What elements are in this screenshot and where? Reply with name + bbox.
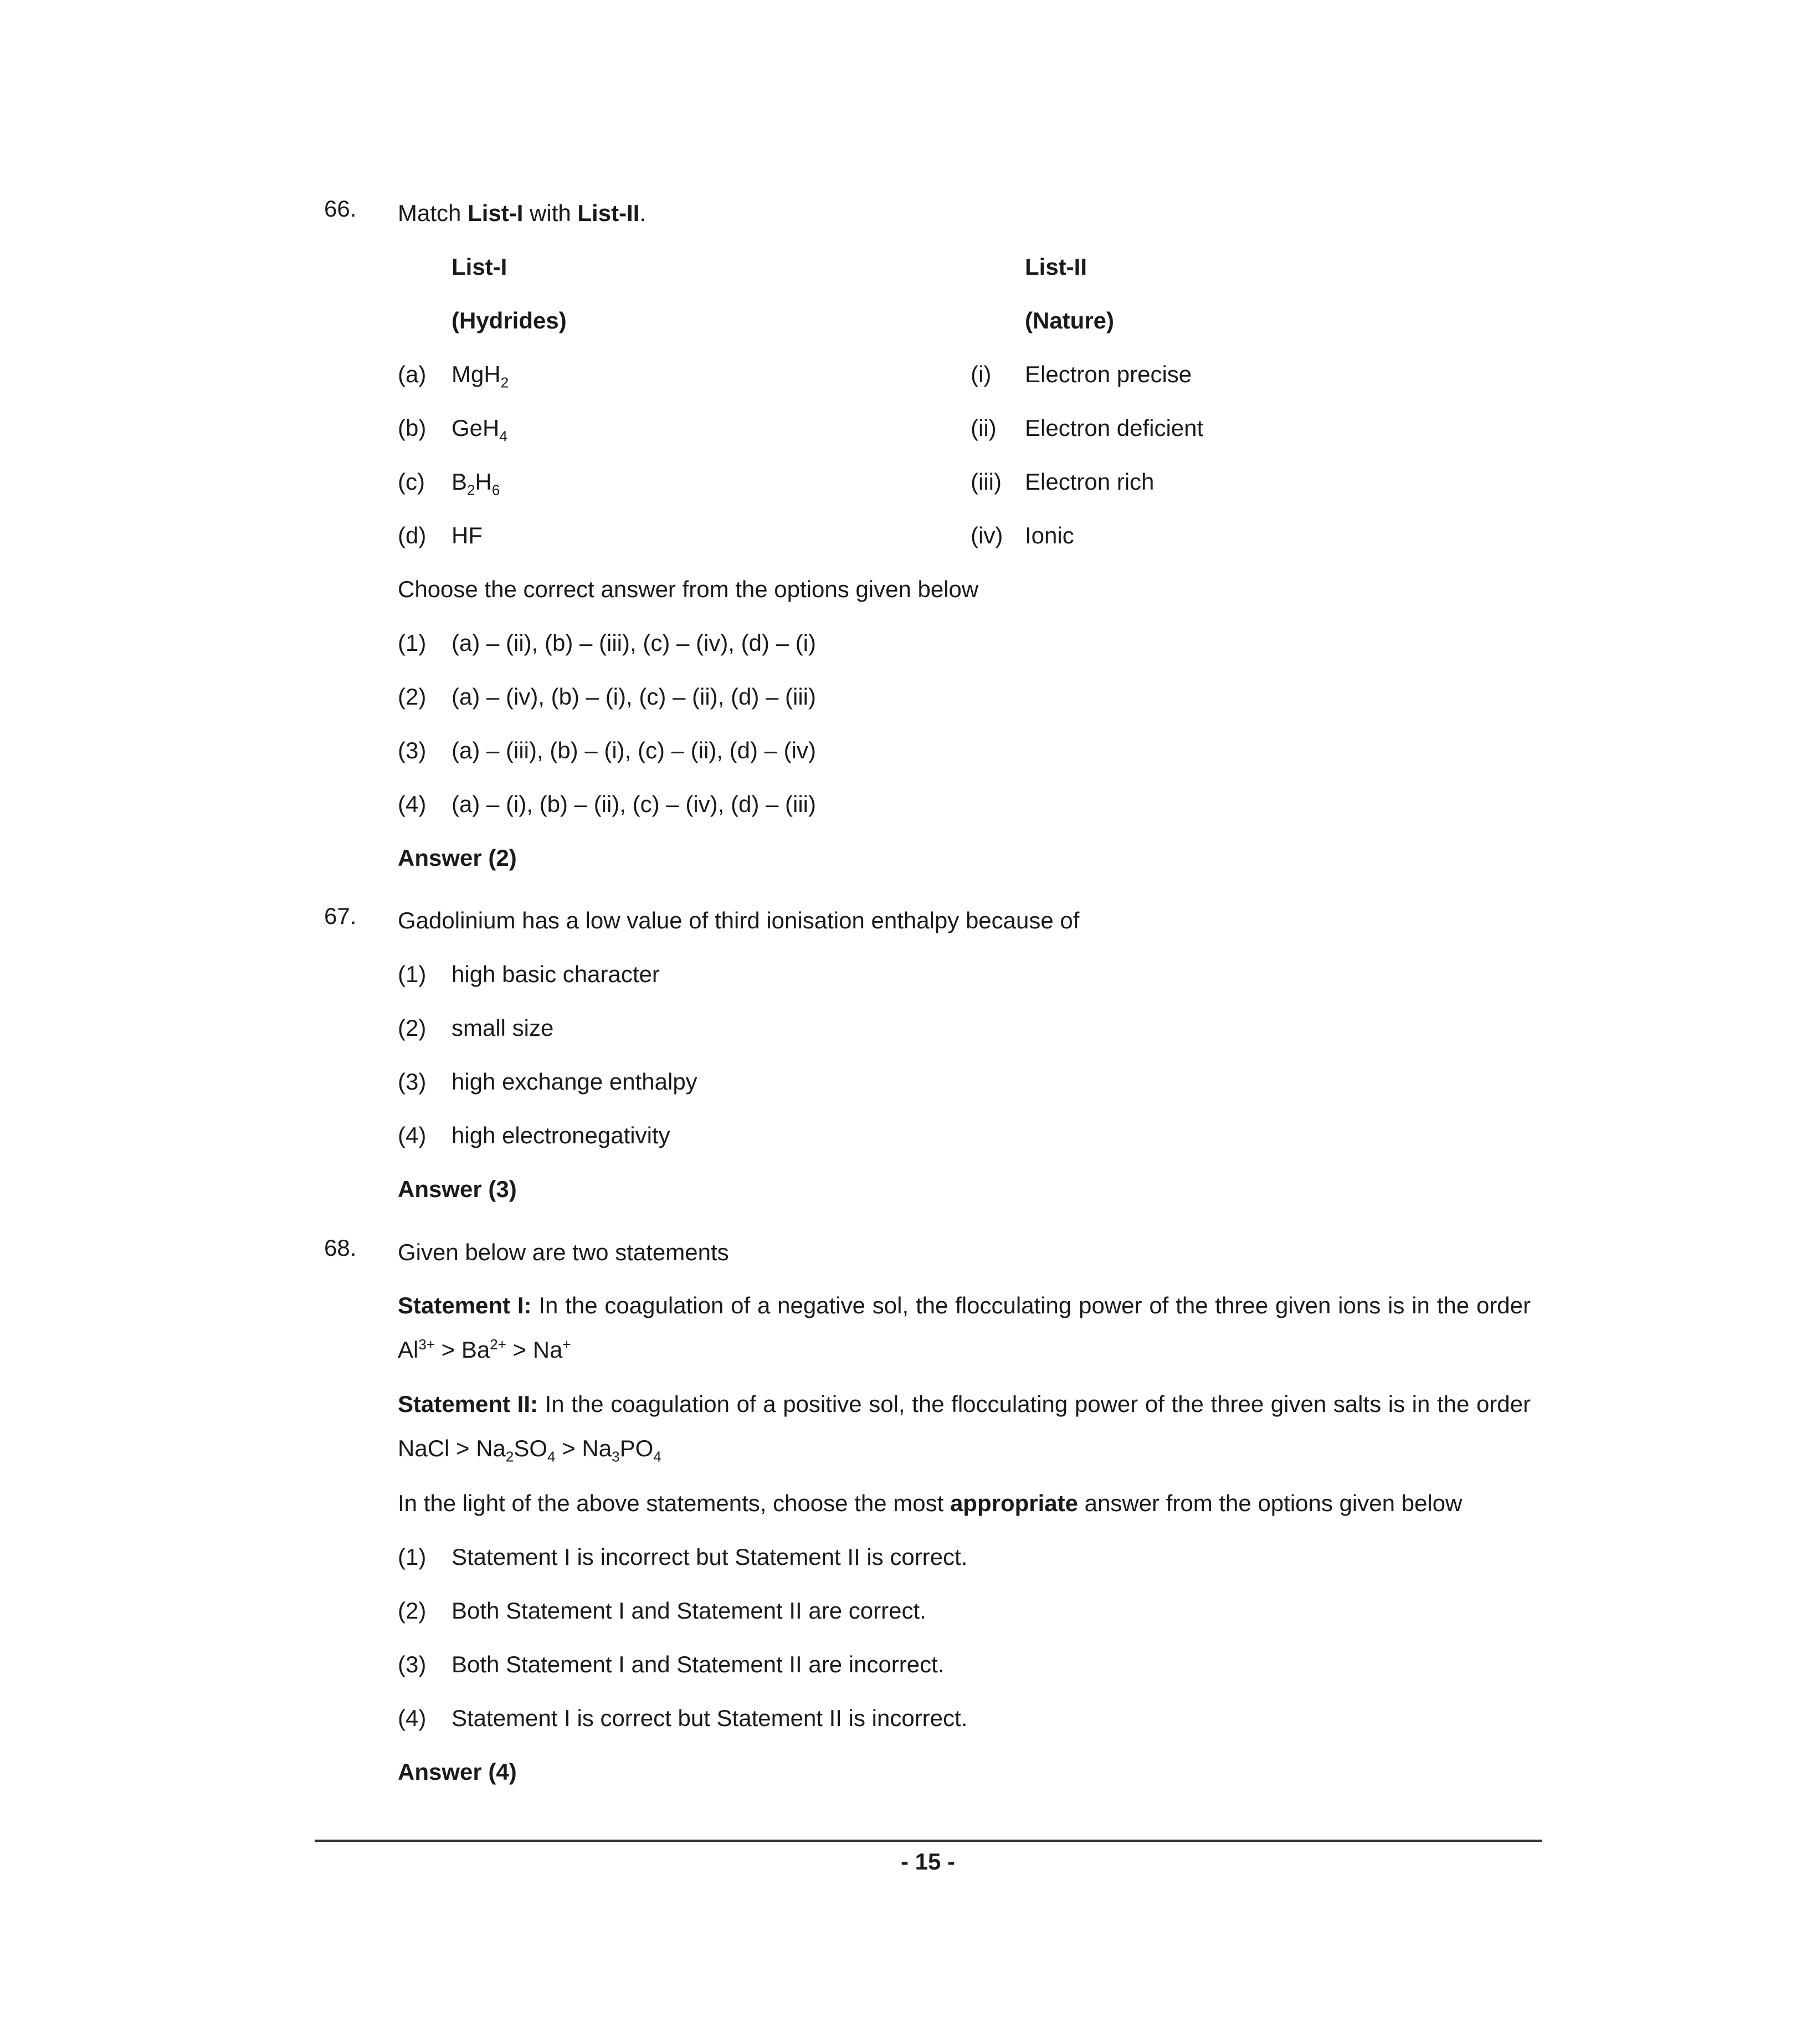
option-text: Statement I is incorrect but Statement II is correct. <box>452 1544 968 1570</box>
match-left-formula <box>452 361 509 391</box>
match-right-text: Ionic <box>1025 522 1074 548</box>
option-text: (a) – (iv), (b) – (i), (c) – (ii), (d) – (iii) <box>452 684 816 710</box>
match-right-label: (iii) <box>971 469 1002 495</box>
option-text: Statement I is correct but Statement II is incorrect. <box>452 1705 968 1731</box>
match-right-text: Electron rich <box>1025 469 1155 495</box>
question-text-bold: List-II <box>577 200 640 226</box>
formula-subscript: 2 <box>500 374 509 391</box>
match-left-label: (b) <box>398 415 427 441</box>
statement-2 <box>398 1382 1531 1471</box>
formula-subscript: 2 <box>505 1448 514 1465</box>
statement-text: PO <box>619 1435 654 1461</box>
answer-text: Answer (2) <box>398 845 517 871</box>
question-number: 66. <box>324 196 357 222</box>
option-text: small size <box>452 1015 554 1041</box>
match-left-label: (a) <box>398 361 427 387</box>
option-label: (4) <box>398 791 427 817</box>
option-label: (3) <box>398 1651 427 1677</box>
question-number: 67. <box>324 903 357 929</box>
footer-divider <box>315 1840 1542 1842</box>
formula-part: MgH <box>452 361 501 387</box>
formula-subscript: 6 <box>491 481 500 499</box>
instruction-bold: appropriate <box>950 1490 1078 1516</box>
statement-label: Statement II: <box>398 1391 538 1417</box>
list2-subtitle: (Nature) <box>1025 307 1115 333</box>
option-text: Both Statement I and Statement II are incorrect. <box>452 1651 945 1677</box>
list2-title: List-II <box>1025 254 1087 280</box>
ion-charge: 3+ <box>418 1336 435 1353</box>
formula-subscript: 3 <box>612 1448 620 1465</box>
question-text-bold: List-I <box>468 200 524 226</box>
question-number: 68. <box>324 1235 357 1261</box>
statement-text: > Ba <box>435 1337 490 1363</box>
option-text: Both Statement I and Statement II are correct. <box>452 1598 926 1624</box>
option-label: (2) <box>398 1015 427 1041</box>
option-text: (a) – (i), (b) – (ii), (c) – (iv), (d) – (iii) <box>452 791 816 817</box>
question-text: Given below are two statements <box>398 1239 729 1265</box>
option-label: (2) <box>398 1598 427 1624</box>
answer-text: Answer (4) <box>398 1759 517 1785</box>
question-text-part: Match <box>398 200 468 226</box>
statement-1 <box>398 1283 1531 1372</box>
formula-subscript: 4 <box>499 428 507 445</box>
option-text: high exchange enthalpy <box>452 1069 697 1095</box>
formula-part: B <box>452 469 468 495</box>
question-text-part: with <box>523 200 578 226</box>
formula-subscript: 2 <box>467 481 475 499</box>
instruction-text <box>398 1492 1462 1515</box>
instruction-text: Choose the correct answer from the options given below <box>398 576 979 602</box>
statement-text: > Na <box>555 1435 612 1461</box>
option-text: high basic character <box>452 961 660 987</box>
formula-subscript: 4 <box>547 1448 556 1465</box>
match-right-text: Electron deficient <box>1025 415 1204 441</box>
instruction-part: answer from the options given below <box>1078 1490 1463 1516</box>
match-right-label: (i) <box>971 361 992 387</box>
option-text: high electronegativity <box>452 1122 670 1148</box>
list1-title: List-I <box>452 254 507 280</box>
match-left-label: (c) <box>398 469 425 495</box>
option-text: (a) – (ii), (b) – (iii), (c) – (iv), (d) – (i) <box>452 630 816 656</box>
question-text <box>398 202 646 225</box>
statement-text: > Na <box>506 1337 563 1363</box>
option-label: (1) <box>398 630 427 656</box>
match-right-label: (iv) <box>971 522 1003 548</box>
question-text-part: . <box>639 200 647 226</box>
option-label: (1) <box>398 961 427 987</box>
ion-charge: + <box>562 1336 571 1353</box>
statement-label: Statement I: <box>398 1292 532 1318</box>
formula-subscript: 4 <box>653 1448 661 1465</box>
formula-part: GeH <box>452 415 500 441</box>
option-label: (3) <box>398 737 427 763</box>
instruction-part: In the light of the above statements, choose the most <box>398 1490 950 1516</box>
match-right-label: (ii) <box>971 415 997 441</box>
match-left-formula <box>452 524 483 547</box>
answer-text: Answer (3) <box>398 1176 517 1202</box>
formula-part: HF <box>452 522 483 548</box>
option-label: (2) <box>398 684 427 710</box>
statement-text: In the coagulation of a positive sol, the flocculating power of the three given salts is in the order NaCl > Na <box>398 1391 1531 1461</box>
ion-charge: 2+ <box>490 1336 506 1353</box>
question-text: Gadolinium has a low value of third ionisation enthalpy because of <box>398 907 1080 933</box>
list1-subtitle: (Hydrides) <box>452 307 567 333</box>
option-label: (1) <box>398 1544 427 1570</box>
match-left-formula <box>452 415 507 445</box>
option-label: (4) <box>398 1705 427 1731</box>
match-left-formula <box>452 469 500 499</box>
option-text: (a) – (iii), (b) – (i), (c) – (ii), (d) – (iv) <box>452 737 816 763</box>
formula-part: H <box>475 469 492 495</box>
statement-text: In the coagulation of a negative sol, the flocculating power of the three given ions is in the order Al <box>398 1292 1531 1363</box>
option-label: (4) <box>398 1122 427 1148</box>
option-label: (3) <box>398 1069 427 1095</box>
match-right-text: Electron precise <box>1025 361 1192 387</box>
statement-text: SO <box>514 1435 548 1461</box>
match-left-label: (d) <box>398 522 427 548</box>
page-number: - 15 - <box>900 1848 956 1874</box>
